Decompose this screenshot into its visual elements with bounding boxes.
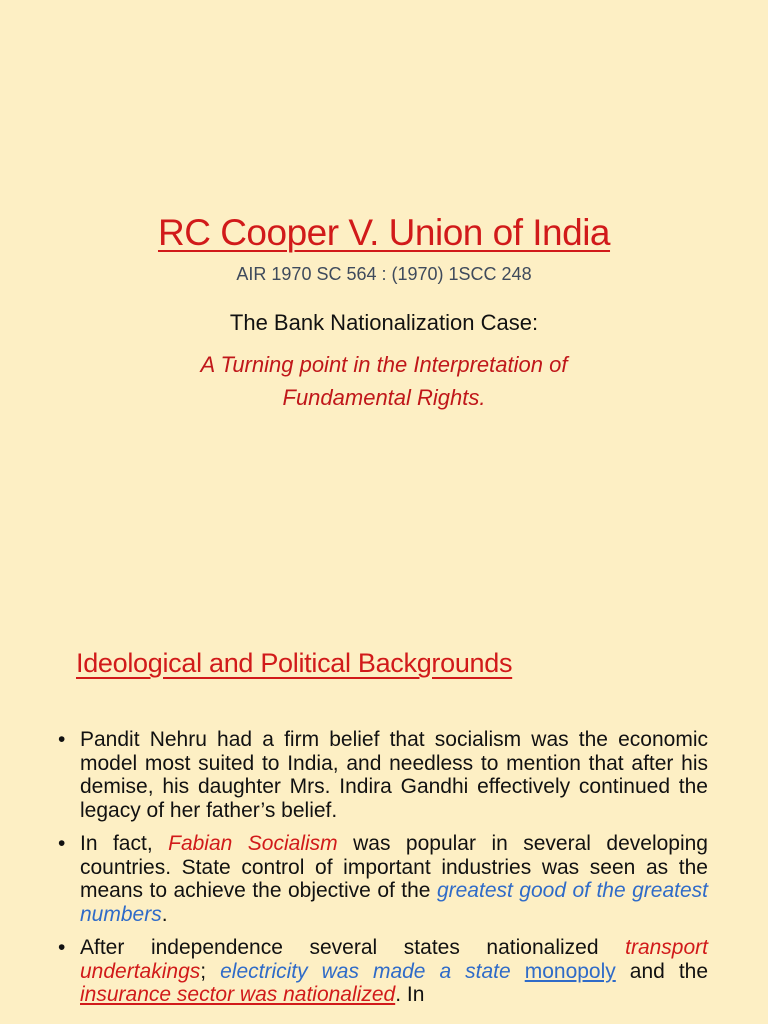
list-item	[58, 936, 708, 1007]
tagline-line-1: A Turning point in the Interpretation of	[200, 352, 568, 377]
bullet-icon: •	[58, 728, 66, 751]
slide-title: RC Cooper V. Union of India	[157, 212, 611, 253]
bullet-text: In fact,	[80, 832, 169, 855]
tagline	[0, 348, 768, 414]
case-subtitle: The Bank Nationalization Case:	[229, 310, 539, 335]
bullet-text: was popular in several developing countries. State control of important industries was seen as the means to achieve the objective of the	[80, 832, 708, 902]
content-slide	[0, 576, 768, 1024]
list-item	[58, 832, 708, 926]
bullet-icon: •	[58, 832, 66, 855]
bullet-text: After independence several states nationalized	[80, 936, 626, 959]
section-heading: Ideological and Political Backgrounds	[76, 648, 513, 678]
highlight-insurance: insurance sector was nationalized	[80, 983, 396, 1006]
list-item	[58, 728, 708, 822]
highlight-fabian-socialism: Fabian Socialism	[168, 832, 338, 855]
bullet-text: . In	[395, 983, 425, 1006]
highlight-monopoly: monopoly	[524, 959, 616, 983]
bullet-list	[58, 728, 708, 1017]
bullet-text: Pandit Nehru had a firm belief that socialism was the economic model most suited to India, and needless to mention that after his demise, his daughter Mrs. Indira Gandhi effectively continued the legacy of her father’s belief.	[80, 728, 708, 822]
bullet-text: .	[161, 902, 168, 926]
bullet-text: and the	[615, 959, 709, 983]
bullet-text: ;	[200, 959, 221, 983]
bullet-icon: •	[58, 936, 66, 959]
highlight-electricity: electricity was made a state	[220, 959, 511, 983]
highlight-transport: transport undertakings	[80, 936, 708, 983]
highlight-greatest-good: greatest good of the greatest numbers	[80, 879, 708, 926]
tagline-line-2: Fundamental Rights.	[282, 385, 486, 410]
case-citation: AIR 1970 SC 564 : (1970) 1SCC 248	[236, 264, 532, 284]
